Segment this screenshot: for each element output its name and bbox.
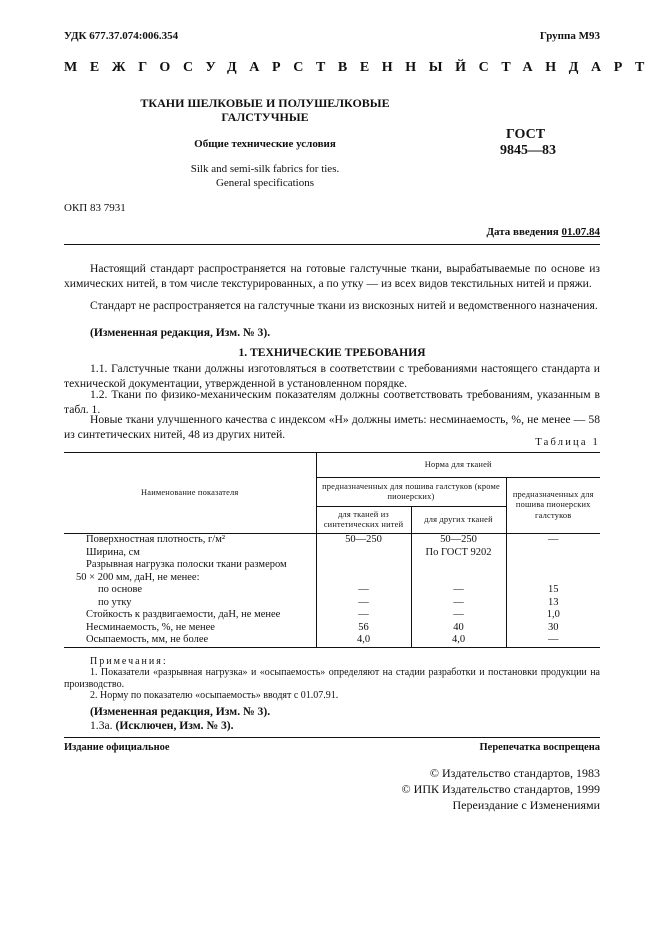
row-name-cell: по утку: [98, 596, 132, 608]
date-label: Дата введения: [486, 226, 559, 238]
row-other-cell: По ГОСТ 9202: [411, 547, 506, 560]
okp-code: ОКП 83 7931: [64, 202, 126, 214]
col-header-norm: Норма для тканей: [316, 453, 600, 478]
udc-code: УДК 677.37.074:006.354: [64, 30, 179, 42]
new-fabrics-paragraph: Новые ткани улучшенного качества с индексом «Н» должны иметь: несминаемость, %, не менее — 58 из синтетических нитей, 48 из других нитей.: [64, 413, 600, 441]
row-pioneer-cell: —: [506, 634, 600, 647]
clause-1-2: 1.2. Ткани по физико-механическим показателям должны соответствовать требованиям, указанным в табл. 1.: [64, 388, 600, 416]
header-divider: [64, 244, 600, 245]
col-header-name: Наименование показателя: [64, 453, 316, 534]
amendment-note: (Измененная редакция, Изм. № 3).: [90, 326, 271, 339]
row-other-cell: —: [411, 597, 506, 610]
table-row: [64, 572, 600, 585]
col-header-synthetic: для тканей из синтетических нитей: [316, 507, 411, 534]
note-2: 2. Норму по показателю «осыпаемость» вводят с 01.07.91.: [90, 690, 339, 701]
footer-divider: [64, 737, 600, 738]
row-name-cell: Поверхностная плотность, г/м²: [86, 534, 225, 545]
row-other-cell: —: [411, 584, 506, 597]
clause-1-1: 1.1. Галстучные ткани должны изготовляться в соответствии с требованиями настоящего стандарта и технической документации, утвержденной в установленном порядке.: [64, 362, 600, 390]
row-synthetic-cell: [316, 559, 411, 572]
standard-type-word-1: МЕЖГОСУДАРСТВЕННЫЙ: [64, 60, 479, 75]
english-title: [130, 162, 400, 190]
row-name-cell: Несминаемость, %, не менее: [86, 621, 215, 633]
row-pioneer-cell: [506, 547, 600, 560]
row-pioneer-cell: 1,0: [506, 609, 600, 622]
gost-label: ГОСТ: [506, 127, 546, 142]
row-synthetic-cell: [316, 572, 411, 585]
document-title: [130, 96, 400, 124]
english-title-line-1: Silk and semi-silk fabrics for ties.: [190, 163, 340, 175]
table-row: [64, 534, 600, 547]
row-synthetic-cell: —: [316, 584, 411, 597]
document-subtitle: Общие технические условия: [194, 138, 336, 150]
clause-1-3a: [64, 719, 600, 734]
reprint-notice: Перепечатка воспрещена: [479, 742, 600, 753]
official-edition: Издание официальное: [64, 742, 170, 753]
row-synthetic-cell: 56: [316, 622, 411, 635]
row-name-cell: 50 × 200 мм, даН, не менее:: [76, 571, 200, 583]
row-name-cell: Разрывная нагрузка полоски ткани размером: [86, 559, 287, 570]
col-header-ties: предназначенных для пошива галстуков (кроме пионерских): [316, 478, 506, 507]
row-name-cell: по основе: [98, 584, 143, 595]
notes-amendment: (Измененная редакция, Изм. № 3).: [90, 705, 271, 718]
introduction-date: [486, 226, 600, 238]
section-heading: 1. ТЕХНИЧЕСКИЕ ТРЕБОВАНИЯ: [238, 346, 426, 359]
reissue-note: Переиздание с Изменениями: [452, 798, 600, 812]
table-caption: Таблица 1: [535, 437, 600, 448]
table-row: [64, 584, 600, 597]
row-name-cell: Ширина, см: [86, 546, 140, 558]
table-row: [64, 559, 600, 572]
gost-designation: [500, 127, 556, 159]
table-row: [64, 609, 600, 622]
row-pioneer-cell: —: [506, 534, 600, 547]
row-pioneer-cell: 13: [506, 597, 600, 610]
title-line-1: ТКАНИ ШЕЛКОВЫЕ И ПОЛУШЕЛКОВЫЕ: [140, 96, 390, 110]
note-1: 1. Показатели «разрывная нагрузка» и «осыпаемость» определяют на стадии разработки и постановки продукции на производство.: [64, 667, 600, 690]
row-other-cell: [411, 559, 506, 572]
clause-1-3a-number: 1.3а.: [90, 719, 113, 732]
row-synthetic-cell: 4,0: [316, 634, 411, 647]
english-title-line-2: General specifications: [215, 177, 315, 189]
row-pioneer-cell: [506, 572, 600, 585]
row-other-cell: [411, 572, 506, 585]
row-other-cell: 50—250: [411, 534, 506, 547]
row-pioneer-cell: 30: [506, 622, 600, 635]
requirements-table: [64, 452, 600, 648]
copyright-block: [402, 765, 600, 813]
date-value: 01.07.84: [561, 226, 600, 238]
row-synthetic-cell: —: [316, 597, 411, 610]
table-row: [64, 622, 600, 635]
copyright-1999: © ИПК Издательство стандартов, 1999: [401, 782, 600, 796]
row-pioneer-cell: [506, 559, 600, 572]
row-pioneer-cell: 15: [506, 584, 600, 597]
col-header-other: для других тканей: [411, 507, 506, 534]
row-synthetic-cell: 50—250: [316, 534, 411, 547]
standard-type-heading: [64, 60, 657, 76]
standard-type-word-2: СТАНДАРТ: [478, 60, 657, 75]
scope-paragraph: Настоящий стандарт распространяется на готовые галстучные ткани, вырабатываемые по основе из химических нитей, в том числе текстурированных, а по утку — из всех видов текстильных нитей и пряжи.: [64, 262, 600, 290]
copyright-1983: © Издательство стандартов, 1983: [429, 766, 600, 780]
row-other-cell: 4,0: [411, 634, 506, 647]
row-other-cell: —: [411, 609, 506, 622]
row-synthetic-cell: —: [316, 609, 411, 622]
table-row: [64, 547, 600, 560]
table-row: [64, 597, 600, 610]
gost-number: 9845—83: [500, 143, 556, 158]
row-name-cell: Осыпаемость, мм, не более: [64, 634, 316, 647]
exclusion-paragraph: Стандарт не распространяется на галстучные ткани из вискозных нитей и ведомственного назначения.: [90, 299, 598, 312]
clause-1-3a-text: (Исключен, Изм. № 3).: [115, 719, 234, 732]
group-code: Группа М93: [539, 30, 600, 42]
row-synthetic-cell: [316, 547, 411, 560]
row-name-cell: Стойкость к раздвигаемости, даН, не менее: [86, 609, 281, 620]
notes-title: Примечания:: [90, 656, 168, 667]
row-other-cell: 40: [411, 622, 506, 635]
table-row: [64, 634, 600, 647]
col-header-pioneer: предназначенных для пошива пионерских галстуков: [506, 478, 600, 534]
title-line-2: ГАЛСТУЧНЫЕ: [221, 110, 309, 124]
